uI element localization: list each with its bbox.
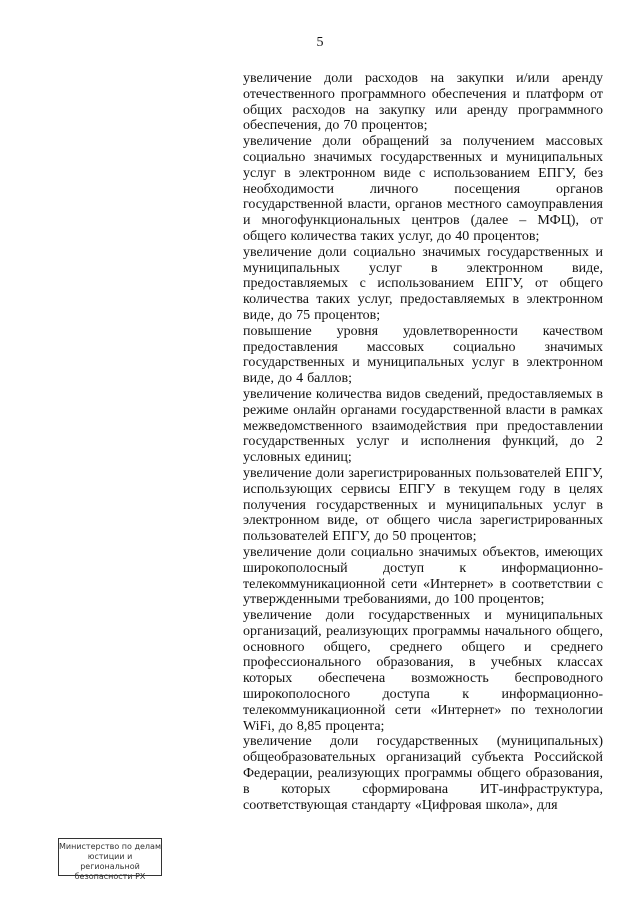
paragraph-8: увеличение доли государственных и муниципальных организаций, реализующих программы начального общего, основного общего, среднего общего и среднего профессионального образования, в учебных классах которых обеспечена возможность беспроводного широкополосного доступа к информационно-телекоммуникационной сети «Интернет» по технологии WiFi, до 8,85 процента; [243,608,603,734]
paragraph-4: повышение уровня удовлетворенности качеством предоставления массовых социально значимых государственных и муниципальных услуг в электронном виде, до 4 баллов; [243,323,603,387]
paragraph-2: увеличение доли обращений за получением массовых социально значимых государственных и муниципальных услуг в электронном виде с использованием ЕПГУ, без необходимости личного посещения органов государственной власти, органов местного самоуправления и многофункциональных центров (далее – МФЦ), от общего количества таких услуг, до 40 процентов; [243,134,603,244]
paragraph-6: увеличение доли зарегистрированных пользователей ЕПГУ, использующих сервисы ЕПГУ в текущем году в целях получения государственных и муниципальных услуг в электронном виде, от общего числа зарегистрированных пользователей ЕПГУ, до 50 процентов; [243,465,603,545]
paragraph-1: увеличение доли расходов на закупки и/или аренду отечественного программного обеспечения и платформ от общих расходов на закупку или аренду программного обеспечения, до 70 процентов; [243,71,603,134]
paragraph-5: увеличение количества видов сведений, предоставляемых в режиме онлайн органами государственной власти в рамках межведомственного взаимодействия при предоставлении государственных услуг и исполнения функций, до 2 условных единиц; [243,386,603,466]
stamp-line-3: безопасности РХ [74,872,146,881]
paragraph-3: увеличение доли социально значимых государственных и муниципальных услуг в электронном виде, предоставляемых с использованием ЕПГУ, от общего количества таких услуг, предоставляемых в электронном виде, до 75 процентов; [243,244,603,323]
document-body [243,71,603,813]
stamp-line-1: Министерство по делам [59,842,161,851]
page-number: 5 [316,35,324,50]
paragraph-9: увеличение доли государственных (муниципальных) общеобразовательных организаций субъекта Российской Федерации, реализующих программы общего образования, в которых сформирована ИТ-инфраструктура, соответствующая стандарту «Цифровая школа», для [243,734,603,813]
paragraph-7: увеличение доли социально значимых объектов, имеющих широкополосный доступ к информационно-телекоммуникационной сети «Интернет» в соответствии с утвержденными требованиями, до 100 процентов; [243,544,603,608]
registration-stamp [58,838,162,881]
stamp-line-2: юстиции и региональной [80,852,140,871]
